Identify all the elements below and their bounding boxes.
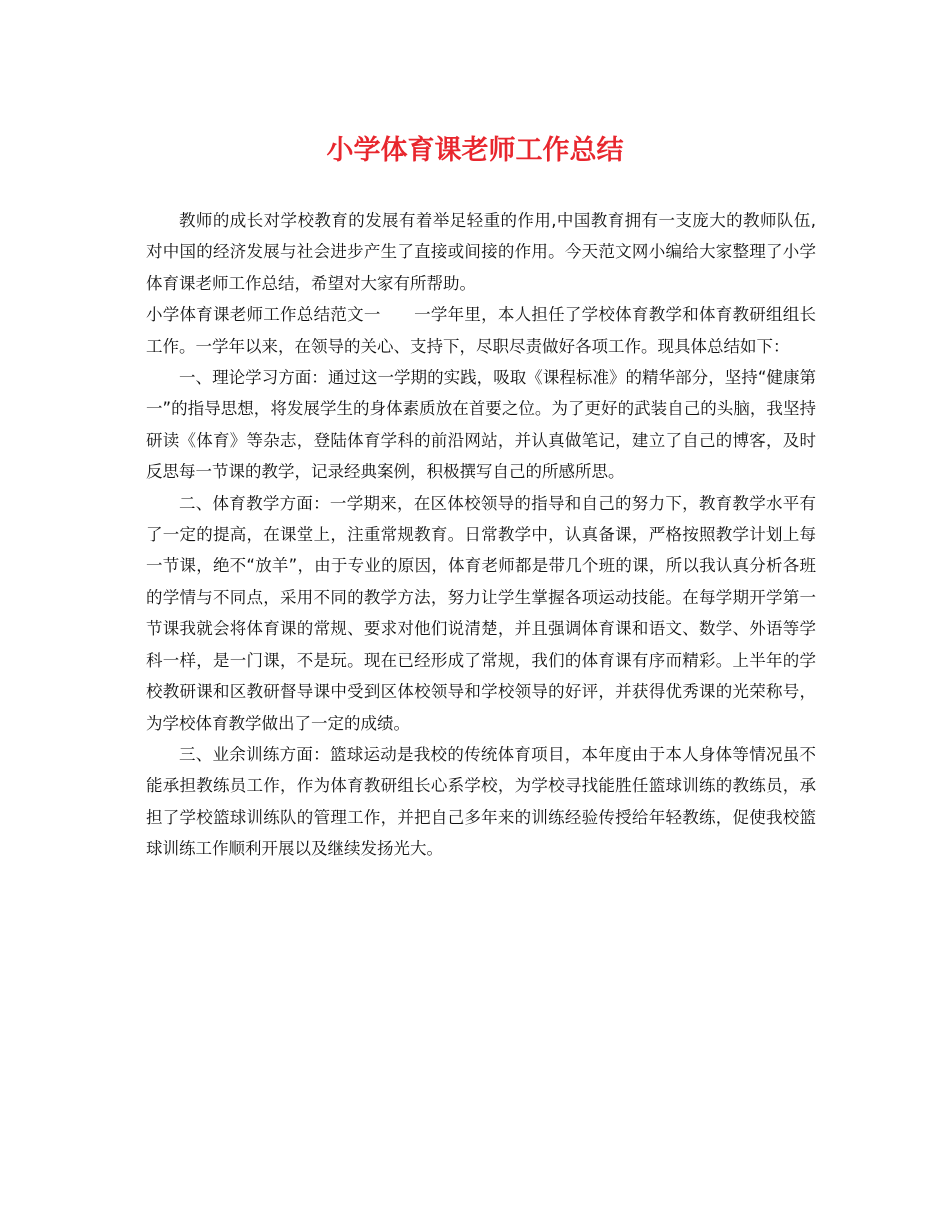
paragraph-pe-teaching: 二、体育教学方面：一学期来，在区体校领导的指导和自己的努力下，教育教学水平有了一定的提高，在课堂上，注重常规教育。日常教学中，认真备课，严格按照教学计划上每一节课，绝不“放羊”，由于专业的原因，体育老师都是带几个班的课，所以我认真分析各班的学情与不同点，采用不同的教学方法，努力让学生掌握各项运动技能。在每学期开学第一节课我就会将体育课的常规、要求对他们说清楚，并且强调体育课和语文、数学、外语等学科一样，是一门课，不是玩。现在已经形成了常规，我们的体育课有序而精彩。上半年的学校教研课和区教研督导课中受到区体校领导和学校领导的好评，并获得优秀课的光荣称号，为学校体育教学做出了一定的成绩。 [146, 493, 816, 733]
document-body [146, 205, 816, 865]
paragraph-amateur-training: 三、业余训练方面：篮球运动是我校的传统体育项目，本年度由于本人身体等情况虽不能承担教练员工作，作为体育教研组长心系学校，为学校寻找能胜任篮球训练的教练员，承担了学校篮球训练队的管理工作，并把自己多年来的训练经验传授给年轻教练，促使我校篮球训练工作顺利开展以及继续发扬光大。 [146, 744, 816, 859]
paragraph-sample-one-opening: 小学体育课老师工作总结范文一 一学年里，本人担任了学校体育教学和体育教研组组长工作。一学年以来，在领导的关心、支持下，尽职尽责做好各项工作。现具体总结如下： [146, 305, 816, 356]
document-title: 小学体育课老师工作总结 [326, 135, 624, 166]
paragraph-intro: 教师的成长对学校教育的发展有着举足轻重的作用,中国教育拥有一支庞大的教师队伍,对中国的经济发展与社会进步产生了直接或间接的作用。今天范文网小编给大家整理了小学体育课老师工作总结，希望对大家有所帮助。 [146, 211, 816, 293]
paragraph-theory-study: 一、理论学习方面：通过这一学期的实践，吸取《课程标准》的精华部分，坚持“健康第一”的指导思想，将发展学生的身体素质放在首要之位。为了更好的武装自己的头脑，我坚持研读《体育》等杂志，登陆体育学科的前沿网站，并认真做笔记，建立了自己的博客，及时反思每一节课的教学，记录经典案例，积极撰写自己的所感所思。 [146, 368, 816, 482]
